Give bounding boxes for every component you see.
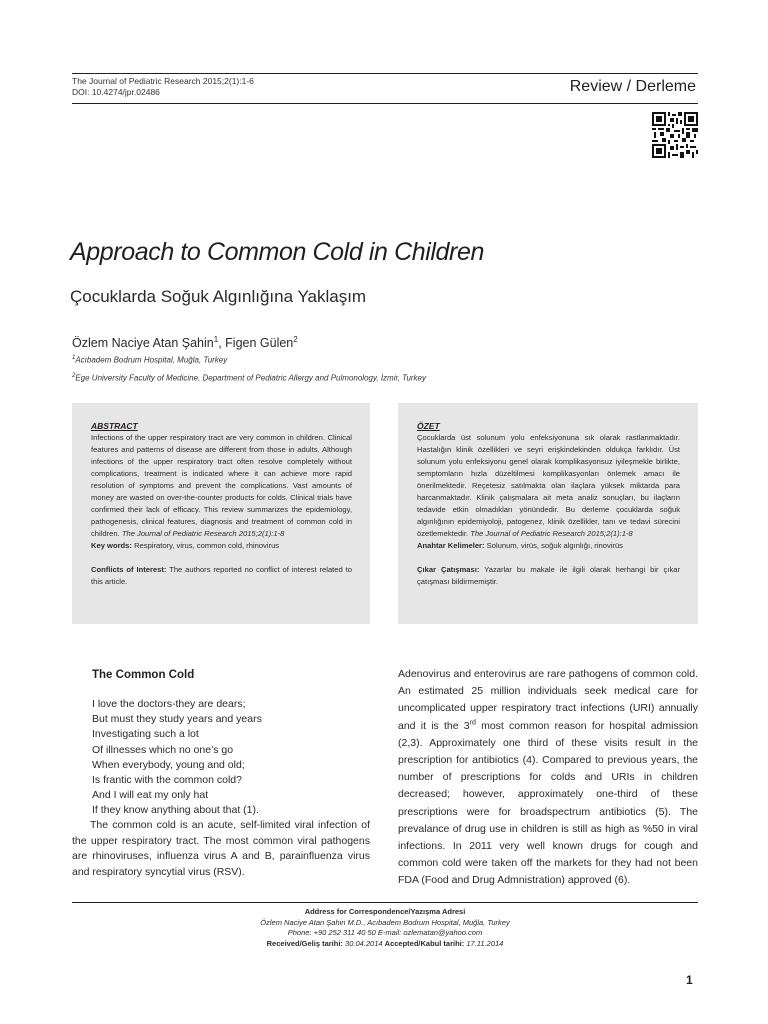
- correspondence-heading-text: Address for Correspondence/Yazışma Adresi: [304, 907, 466, 916]
- poem-line: When everybody, young and old;: [92, 758, 245, 771]
- qr-code-icon: [652, 112, 698, 158]
- poem-line: Is frantic with the common cold?: [92, 774, 242, 787]
- correspondence-address-text: Özlem Naciye Atan Şahin M.D., Acıbadem Bodrum Hospital, Muğla, Turkey: [260, 917, 510, 927]
- abstract-citation: The Journal of Pediatric Research 2015;2(1):1-8: [121, 529, 285, 538]
- received-label: Received/Geliş tarihi:: [266, 938, 343, 948]
- body-text: most common reason for hospital admission (2,3). Approximately one third of these visits result in the prescription for antibiotics (4). Compared to previous years, the number of prescriptions for colds and URIs in children decreased; however, approximately one-third of these prescriptions were for broadspectrum antibiotics (5). The prevalance of drug use in children is still as high as %50 in viral infections. In 2011 very well known drugs for cough and common cold were taken off the markets for they had not been FDA (Food and Drug Admnistration) approved (6).: [398, 719, 698, 887]
- abstract-body: [91, 432, 352, 540]
- ozet-heading: ÖZET: [417, 421, 440, 431]
- abstract-conflicts: [91, 564, 352, 588]
- received-date: 30.04.2014: [345, 938, 383, 948]
- cikar-catismasi-label: Çıkar Çatışması:: [417, 565, 480, 574]
- affiliation-marker: 2: [293, 335, 298, 344]
- affiliation-number: 1: [72, 355, 76, 361]
- poem-line: If they know anything about that (1).: [92, 804, 259, 817]
- conflicts-text: The authors reported no conflict of interest related to this article.: [91, 565, 352, 586]
- poem-line: I love the doctors-they are dears;: [92, 698, 246, 710]
- footer-rule: [72, 902, 698, 903]
- abstract-text: Infections of the upper respiratory tract are very common in children. Clinical features and patterns of disease are different from those in adults. Although infections of the upper respiratory tract often resolve completely without complications, treatment is indicated where it can achieve more rapid resolution of symptoms and prevent the complications. Vast amounts of money are wasted on over-the-counter products for colds. Clinical trials have confirmed their lack of efficacy. This review summarizes the epidemiology, pathogenesis, clinical features, diagnosis and treatment of common cold in children.: [91, 433, 352, 538]
- accepted-label: Accepted/Kabul tarihi:: [384, 938, 465, 948]
- journal-citation: [72, 76, 254, 98]
- anahtar-kelimeler-label: Anahtar Kelimeler:: [417, 541, 485, 550]
- ozet-keywords: [417, 540, 680, 552]
- header-bottom-rule: [72, 103, 698, 104]
- abstract-keywords: [91, 540, 352, 552]
- section-heading: The Common Cold: [92, 669, 195, 681]
- affiliation-number: 2: [72, 373, 76, 379]
- poem-line: Of illnesses which no one’s go: [92, 743, 234, 756]
- ordinal-suffix: rd: [469, 719, 476, 727]
- accepted-date: 17.11.2014: [466, 938, 504, 948]
- author-name: Özlem Naciye Atan Şahin: [72, 336, 214, 351]
- anahtar-kelimeler-text: Solunum, virüs, soğuk algınlığı, rinovirüs: [486, 541, 623, 550]
- cikar-catismasi-text: Yazarlar bu makale ile ilgili olarak herhangi bir çıkar çatışması bildirmemiştir.: [417, 565, 680, 586]
- conflicts-label: Conflicts of Interest:: [91, 565, 167, 574]
- author-name: Figen Gülen: [225, 336, 294, 351]
- doi-line: DOI: 10.4274/jpr.02486: [72, 87, 160, 97]
- correspondence-block: [72, 907, 698, 949]
- poem-line: But must they study years and years: [92, 713, 262, 726]
- affiliation-marker: 1: [213, 335, 219, 344]
- ozet-body: [417, 432, 680, 540]
- affiliation-text: Acıbadem Bodrum Hospital, Muğla, Turkey: [75, 355, 228, 365]
- poem: [92, 697, 262, 819]
- author-list: [72, 335, 298, 350]
- keywords-text: Respiratory, virus, common cold, rhinovirus: [134, 541, 280, 550]
- page-number: 1: [686, 973, 693, 987]
- body-paragraph: The common cold is an acute, self-limited viral infection of the upper respiratory tract. The most common viral pathogens are rhinoviruses, influenza virus A and B, parainfluenza virus and respiratory syncytial virus (RSV).: [72, 819, 370, 878]
- header-top-rule: [72, 73, 698, 74]
- affiliation-text: Ege University Faculty of Medicine, Department of Pediatric Allergy and Pulmonology, İzmir, Turkey: [75, 373, 427, 383]
- ozet-conflicts: [417, 564, 680, 588]
- affiliation: [72, 373, 426, 383]
- poem-line: And I will eat my only hat: [92, 789, 209, 802]
- body-paragraph: [398, 666, 698, 890]
- abstract-heading: ABSTRACT: [91, 421, 138, 431]
- correspondence-contact: [72, 928, 698, 939]
- correspondence-heading: [72, 907, 698, 918]
- article-type-label: Review / Derleme: [569, 78, 696, 95]
- correspondence-dates: [72, 939, 698, 950]
- poem-line: Investigating such a lot: [92, 728, 199, 741]
- article-title: Approach to Common Cold in Children: [70, 238, 484, 266]
- correspondence-contact-text: Phone: +90 252 311 40 50 E-mail: ozlematan@yahoo.com: [287, 928, 483, 938]
- article-subtitle: Çocuklarda Soğuk Algınlığına Yaklaşım: [70, 287, 367, 306]
- author-separator: ,: [218, 336, 226, 351]
- ozet-citation: The Journal of Pediatric Research 2015;2(1):1-8: [470, 529, 633, 538]
- journal-line: The Journal of Pediatric Research 2015;2(1):1-6: [72, 76, 254, 86]
- abstract-box: [72, 403, 370, 624]
- correspondence-address: [72, 918, 698, 929]
- ozet-text: Çocuklarda üst solunum yolu enfeksiyonuna sık olarak rastlanmaktadır. Hastalığın klinik özellikleri ve seyri erişkindekinden oldukça farklıdır. Üst solunum yolu enfeksiyonu genel olarak komplikasyonsuz iyileşmekle birlikte, semptomların hızla düzeltilmesi komplikasyonları önlemek amacı ile önerilmektedir. Reçetesiz satılmakta olan ilaçlara yüksek miktarda para harcanmaktadır. Klinik çalışmalara ait meta analiz sonuçları, bu ilaçların tedavide etkin olmadıkları yönündedir. Bu derleme çocuklarda soğuk algınlığının epidemiyoloji, patogenez, klinik özellikler, tanı ve tedavi sürecini özetlemektedir.: [417, 433, 680, 538]
- body-text: Adenovirus and enterovirus are rare pathogens of common cold. An estimated 25 million individuals seek medical care for uncomplicated upper respiratory tract infections (URI) annually and it is the 3: [398, 668, 698, 732]
- ozet-box: [398, 403, 698, 624]
- affiliation: [72, 355, 227, 365]
- keywords-label: Key words:: [91, 541, 132, 550]
